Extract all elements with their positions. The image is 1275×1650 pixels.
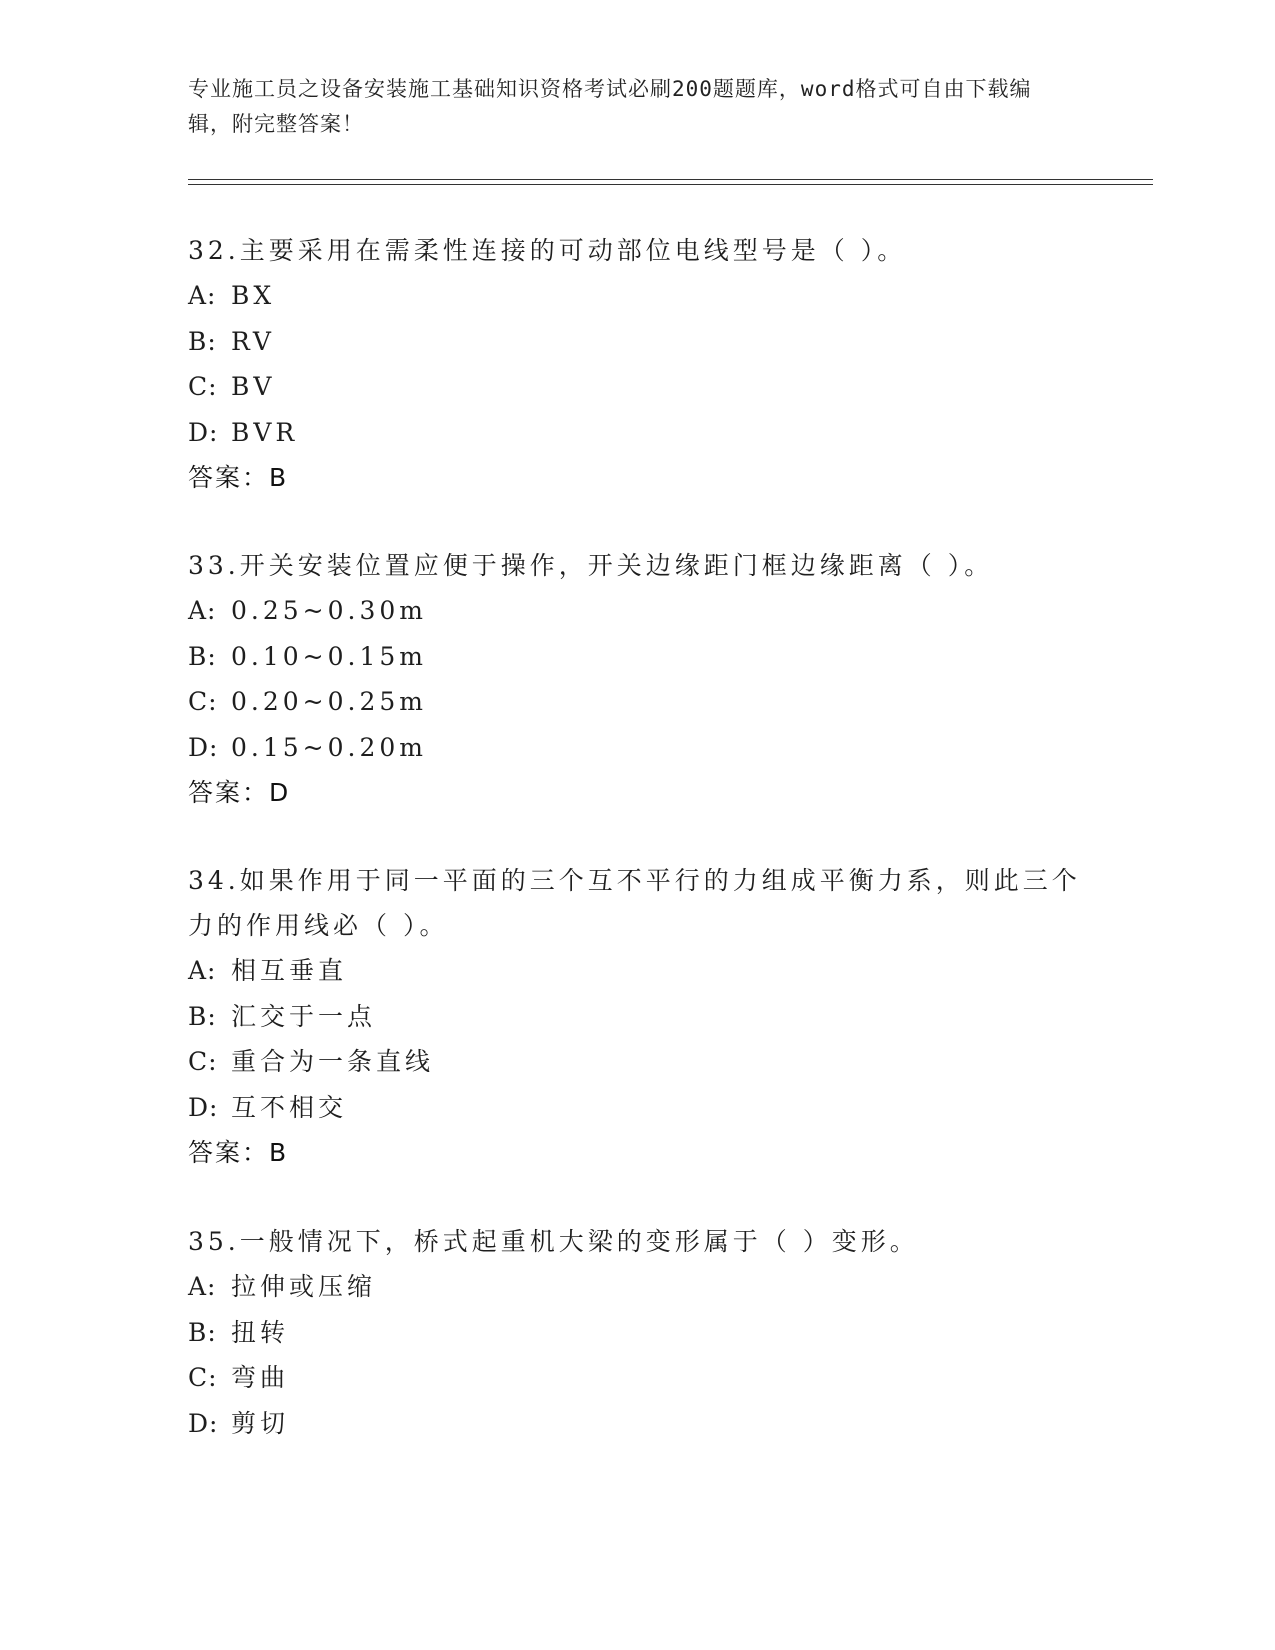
option-c [188,364,1088,410]
option-a [188,588,1088,634]
option-text: 重合为一条直线 [231,1047,435,1076]
option-text: 互不相交 [231,1092,348,1122]
answer-line: 答案：B [188,463,289,492]
option-text: 0.10~0.15m [231,641,427,671]
document-header [188,72,1068,142]
option-letter: B: [188,641,217,671]
option-letter: C: [188,1363,218,1392]
option-text: BVR [231,417,299,447]
question-35 [188,1219,1088,1446]
option-text: 汇交于一点 [231,1001,377,1031]
option-b [188,634,1088,680]
question-stem: 35.一般情况下，桥式起重机大梁的变形属于（ ）变形。 [188,1227,919,1256]
option-a [188,948,1088,994]
option-c [188,679,1088,725]
option-d [188,1085,1088,1131]
option-text: 扭转 [231,1317,290,1347]
option-text: BX [231,281,276,310]
option-text: 0.25~0.30m [231,596,427,625]
option-text: RV [231,326,275,356]
option-letter: A: [188,281,217,310]
option-c [188,1039,1088,1085]
option-text: 0.20~0.25m [231,687,427,716]
question-32 [188,228,1088,500]
option-d [188,1401,1088,1447]
option-a [188,1264,1088,1310]
answer-line: 答案：B [188,1138,289,1167]
option-text: 拉伸或压缩 [231,1272,377,1301]
option-text: 相互垂直 [231,956,348,985]
option-text: 0.15~0.20m [231,732,427,762]
option-letter: A: [188,1272,217,1301]
header-divider-bottom [188,184,1153,185]
answer-line: 答案：D [188,778,291,807]
option-letter: C: [188,1047,218,1076]
option-letter: B: [188,1001,217,1031]
option-d [188,410,1088,456]
question-33 [188,543,1088,815]
option-text: BV [231,372,276,401]
option-b [188,319,1088,365]
question-34 [188,858,1088,1175]
option-letter: C: [188,687,218,716]
option-text: 剪切 [231,1408,290,1438]
option-letter: D: [188,732,219,762]
option-letter: D: [188,417,219,447]
question-stem: 34.如果作用于同一平面的三个互不平行的力组成平衡力系，则此三个力的作用线必（ ）。 [188,866,1081,940]
option-a [188,273,1088,319]
question-stem: 32.主要采用在需柔性连接的可动部位电线型号是（ ）。 [188,236,907,265]
option-letter: D: [188,1092,219,1122]
option-letter: D: [188,1408,219,1438]
question-stem: 33.开关安装位置应便于操作，开关边缘距门框边缘距离（ ）。 [188,551,994,580]
option-letter: B: [188,1317,217,1347]
option-b [188,1310,1088,1356]
option-c [188,1355,1088,1401]
option-letter: C: [188,372,218,401]
header-divider-top [188,179,1153,180]
document-title: 专业施工员之设备安装施工基础知识资格考试必刷200题题库，word格式可自由下载编辑，附完整答案！ [188,77,1032,136]
option-b [188,994,1088,1040]
option-letter: A: [188,956,217,985]
option-d [188,725,1088,771]
option-text: 弯曲 [231,1363,290,1392]
option-letter: B: [188,326,217,356]
option-letter: A: [188,596,217,625]
